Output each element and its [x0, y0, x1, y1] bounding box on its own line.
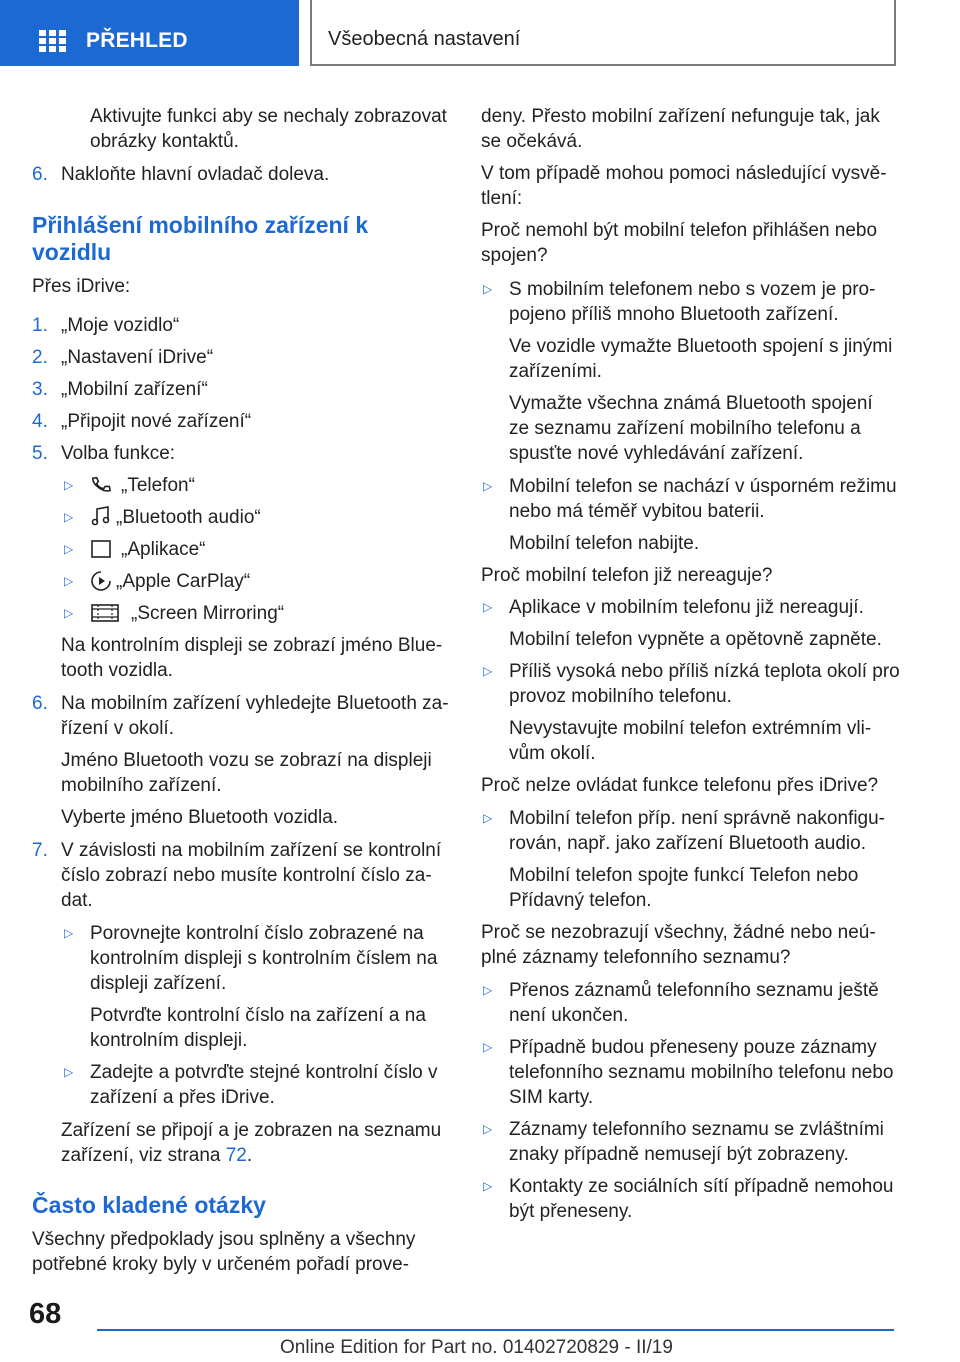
paragraph-line: potřebné kroky byly v určeném pořadí prove‐	[32, 1254, 410, 1275]
paragraph-line: Zařízení se připojí a je zobrazen na seznamu	[61, 1120, 442, 1141]
paragraph-line: tooth vozidla.	[61, 660, 173, 681]
function-label: „Screen Mirroring“	[131, 603, 285, 624]
step-number: 7.	[32, 840, 48, 861]
apps-square-icon	[90, 538, 112, 560]
paragraph-line	[61, 1143, 252, 1168]
paragraph-line: Na kontrolním displeji se zobrazí jméno Blue‐	[61, 635, 443, 656]
bullet-text: Kontakty ze sociálních sítí případně nemohou	[509, 1176, 894, 1197]
step-number: 6.	[32, 164, 48, 185]
function-label: „Apple CarPlay“	[116, 571, 251, 592]
phone-icon	[90, 474, 112, 496]
bullet-text: displeji zařízení.	[90, 973, 227, 994]
bullet-text: není ukončen.	[509, 1005, 629, 1026]
step-text: Na mobilním zařízení vyhledejte Bluetooth za‐	[61, 693, 449, 714]
step-number: 5.	[32, 443, 48, 464]
step-number: 2.	[32, 347, 48, 368]
bullet-text: Přenos záznamů telefonního seznamu ještě	[509, 980, 879, 1001]
overview-tab-label: PŘEHLED	[86, 29, 188, 52]
paragraph-line: Mobilní telefon nabijte.	[509, 533, 700, 554]
bullet-text: nebo má téměř vybitou baterii.	[509, 501, 765, 522]
bullet-text: Mobilní telefon příp. není správně nakonfigu‐	[509, 808, 886, 829]
footer-divider	[97, 1329, 894, 1331]
paragraph-line: Aktivujte funkci aby se nechaly zobrazovat	[90, 106, 447, 127]
bullet-triangle-icon: ▷	[483, 479, 493, 493]
step-text: řízení v okolí.	[61, 718, 174, 739]
section-heading: vozidlu	[32, 239, 112, 265]
faq-question: Proč nelze ovládat funkce telefonu přes iDrive?	[481, 775, 879, 796]
page-number: 68	[29, 1298, 62, 1330]
faq-question: Proč se nezobrazují všechny, žádné nebo neú‐	[481, 922, 876, 943]
paragraph-line: Mobilní telefon vypněte a opětovně zapněte.	[509, 629, 882, 650]
function-label: „Aplikace“	[121, 539, 206, 560]
page-header	[0, 0, 960, 66]
bullet-triangle-icon: ▷	[64, 1065, 74, 1079]
paragraph-line: Mobilní telefon spojte funkcí Telefon nebo	[509, 865, 859, 886]
function-label: „Telefon“	[121, 475, 195, 496]
paragraph-line: ze seznamu zařízení mobilního telefonu a	[509, 418, 861, 439]
screen-mirroring-icon	[90, 602, 120, 624]
bullet-text: být přeneseny.	[509, 1201, 633, 1222]
section-tab[interactable]	[310, 0, 896, 66]
bullet-text: Porovnejte kontrolní číslo zobrazené na	[90, 923, 424, 944]
paragraph-line: Vymažte všechna známá Bluetooth spojení	[509, 393, 873, 414]
bullet-triangle-icon: ▷	[483, 664, 493, 678]
paragraph-line: Všechny předpoklady jsou splněny a všechny	[32, 1229, 416, 1250]
paragraph-line: Přídavný telefon.	[509, 890, 652, 911]
paragraph-line: V tom případě mohou pomoci následující vysvě‐	[481, 163, 887, 184]
paragraph-line: Potvrďte kontrolní číslo na zařízení a na	[90, 1005, 426, 1026]
bullet-text: Aplikace v mobilním telefonu již nereagují.	[509, 597, 864, 618]
overview-tab[interactable]	[0, 0, 299, 66]
edition-text: Online Edition for Part no. 01402720829 - II/19	[280, 1337, 673, 1358]
bullet-triangle-icon: ▷	[64, 478, 74, 492]
step-number: 6.	[32, 693, 48, 714]
bullet-text: SIM karty.	[509, 1087, 594, 1108]
bullet-text: Mobilní telefon se nachází v úsporném režimu	[509, 476, 897, 497]
paragraph-line: spusťte nové vyhledávání zařízení.	[509, 443, 804, 464]
step-text: dat.	[61, 890, 93, 911]
grid-icon	[39, 30, 67, 52]
bullet-triangle-icon: ▷	[483, 282, 493, 296]
step-text: Volba funkce:	[61, 443, 176, 464]
bullet-triangle-icon: ▷	[483, 983, 493, 997]
paragraph-line: Přes iDrive:	[32, 276, 131, 297]
footer-edition	[280, 1337, 673, 1359]
paragraph-line: Vyberte jméno Bluetooth vozidla.	[61, 807, 339, 828]
bullet-triangle-icon: ▷	[483, 1040, 493, 1054]
step-number: 3.	[32, 379, 48, 400]
paragraph-line: tlení:	[481, 188, 523, 209]
step-text: Nakloňte hlavní ovladač doleva.	[61, 164, 330, 185]
section-heading: Přihlášení mobilního zařízení k	[32, 212, 369, 238]
bullet-text: zařízení a přes iDrive.	[90, 1087, 275, 1108]
step-text: „Mobilní zařízení“	[61, 379, 208, 400]
step-text: číslo zobrazí nebo musíte kontrolní číslo za‐	[61, 865, 432, 886]
paragraph-line: vům okolí.	[509, 743, 596, 764]
bullet-text: Zadejte a potvrďte stejné kontrolní číslo v	[90, 1062, 438, 1083]
bullet-text: Záznamy telefonního seznamu se zvláštními	[509, 1119, 884, 1140]
paragraph-line: kontrolním displeji.	[90, 1030, 248, 1051]
paragraph-line: se očekává.	[481, 131, 583, 152]
step-text: „Připojit nové zařízení“	[61, 411, 252, 432]
section-title: Všeobecná nastavení	[328, 28, 521, 50]
step-text: V závislosti na mobilním zařízení se kontrolní	[61, 840, 442, 861]
paragraph-text: .	[246, 1145, 253, 1166]
bullet-text: kontrolním displeji s kontrolním číslem na	[90, 948, 438, 969]
bullet-text: pojeno příliš mnoho Bluetooth zařízení.	[509, 304, 839, 325]
step-number: 1.	[32, 315, 48, 336]
paragraph-line: deny. Přesto mobilní zařízení nefunguje tak, jak	[481, 106, 880, 127]
bullet-triangle-icon: ▷	[64, 510, 74, 524]
bullet-text: provoz mobilního telefonu.	[509, 686, 732, 707]
bullet-triangle-icon: ▷	[483, 1122, 493, 1136]
bullet-text: telefonního seznamu mobilního telefonu nebo	[509, 1062, 894, 1083]
paragraph-line: mobilního zařízení.	[61, 775, 222, 796]
faq-question: Proč mobilní telefon již nereaguje?	[481, 565, 773, 586]
bullet-triangle-icon: ▷	[483, 811, 493, 825]
page-reference-link[interactable]: 72	[225, 1145, 247, 1166]
paragraph-line: Nevystavujte mobilní telefon extrémním vli‐	[509, 718, 872, 739]
faq-question: spojen?	[481, 245, 548, 266]
step-number: 4.	[32, 411, 48, 432]
function-label: „Bluetooth audio“	[116, 507, 261, 528]
paragraph-line: zařízeními.	[509, 361, 602, 382]
carplay-play-icon	[90, 570, 112, 592]
bullet-text: znaky případně nemusejí být zobrazeny.	[509, 1144, 849, 1165]
bullet-triangle-icon: ▷	[483, 600, 493, 614]
paragraph-text: zařízení, viz strana	[61, 1145, 226, 1166]
bullet-text: Příliš vysoká nebo příliš nízká teplota okolí pro	[509, 661, 900, 682]
bullet-triangle-icon: ▷	[64, 926, 74, 940]
paragraph-line: obrázky kontaktů.	[90, 131, 239, 152]
paragraph-line: Jméno Bluetooth vozu se zobrazí na displeji	[61, 750, 432, 771]
bullet-text: Případně budou přeneseny pouze záznamy	[509, 1037, 877, 1058]
music-note-icon	[90, 505, 112, 527]
bullet-triangle-icon: ▷	[64, 606, 74, 620]
section-heading: Často kladené otázky	[32, 1192, 266, 1218]
bullet-triangle-icon: ▷	[64, 542, 74, 556]
paragraph-line: Ve vozidle vymažte Bluetooth spojení s jinými	[509, 336, 893, 357]
step-text: „Moje vozidlo“	[61, 315, 180, 336]
step-text: „Nastavení iDrive“	[61, 347, 214, 368]
bullet-text: S mobilním telefonem nebo s vozem je pro‐	[509, 279, 876, 300]
bullet-triangle-icon: ▷	[483, 1179, 493, 1193]
faq-question: plné záznamy telefonního seznamu?	[481, 947, 791, 968]
bullet-triangle-icon: ▷	[64, 574, 74, 588]
faq-question: Proč nemohl být mobilní telefon přihlášen nebo	[481, 220, 878, 241]
bullet-text: rován, např. jako zařízení Bluetooth audio.	[509, 833, 867, 854]
